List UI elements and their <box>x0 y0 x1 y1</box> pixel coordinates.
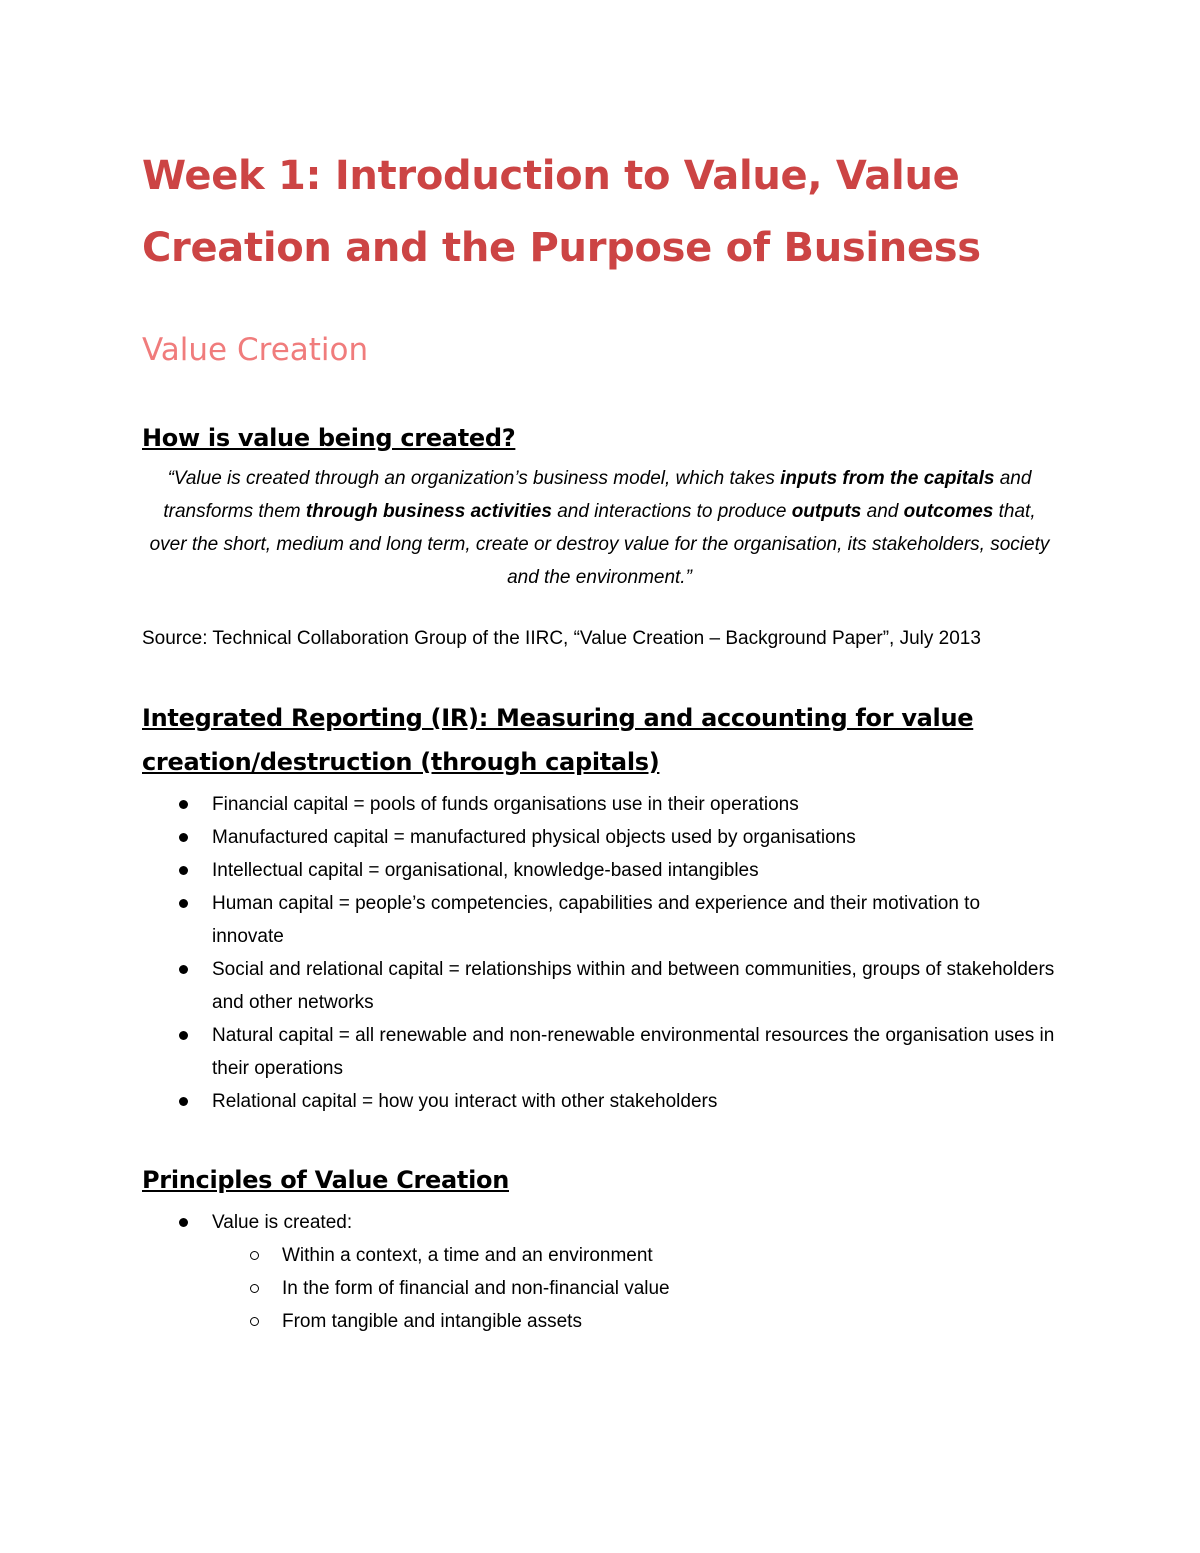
list-item <box>142 821 1057 854</box>
quote-bold-1: inputs from the capitals <box>780 468 995 489</box>
page-title <box>142 140 1057 284</box>
list-item-text: Manufactured capital = manufactured physical objects used by organisations <box>212 827 856 848</box>
section-title-value-creation: Value Creation <box>142 332 369 368</box>
bullet-icon <box>179 1031 188 1040</box>
bullet-icon <box>179 899 188 908</box>
heading-principles-value-creation: Principles of Value Creation <box>142 1166 509 1194</box>
list-item <box>142 953 1057 1019</box>
heading-integrated-reporting: Integrated Reporting (IR): Measuring and accounting for value creation/destruction (through capitals) <box>142 704 974 776</box>
bullet-icon <box>179 833 188 842</box>
quote-source: Source: Technical Collaboration Group of the IIRC, “Value Creation – Background Paper”, July 2013 <box>142 628 981 649</box>
quote-bold-4: outcomes <box>903 501 994 522</box>
list-item <box>142 1206 1057 1239</box>
sub-list-item-text: Within a context, a time and an environment <box>282 1245 653 1266</box>
quote-text-3: and interactions to produce <box>551 501 792 522</box>
sub-list-item-text: From tangible and intangible assets <box>282 1311 582 1332</box>
list-item <box>142 854 1057 887</box>
document-page <box>142 140 1057 1338</box>
hollow-bullet-icon <box>250 1251 259 1260</box>
hollow-bullet-icon <box>250 1284 259 1293</box>
quote-text-4: and <box>861 501 904 522</box>
list-item-text: Human capital = people’s competencies, capabilities and experience and their motivation to innovate <box>212 893 981 947</box>
bullet-icon <box>179 965 188 974</box>
list-item <box>142 1085 1057 1118</box>
list-item-text: Natural capital = all renewable and non-renewable environmental resources the organisation uses in their operations <box>212 1025 1055 1079</box>
list-item <box>142 1019 1057 1085</box>
page-title-line-1: Week 1: Introduction to Value, Value <box>142 153 960 199</box>
value-creation-quote <box>142 462 1057 594</box>
list-item-text: Value is created: <box>212 1212 353 1233</box>
quote-bold-3: outputs <box>791 501 862 522</box>
quote-bold-2: through business activities <box>305 501 552 522</box>
list-item-text: Intellectual capital = organisational, knowledge-based intangibles <box>212 860 759 881</box>
heading-how-value-created: How is value being created? <box>142 424 516 452</box>
sub-list-item <box>142 1305 1057 1338</box>
list-item-text: Financial capital = pools of funds organisations use in their operations <box>212 794 799 815</box>
bullet-icon <box>179 1097 188 1106</box>
principles-sublist <box>142 1239 1057 1338</box>
bullet-icon <box>179 800 188 809</box>
capitals-list <box>142 788 1057 1118</box>
sub-list-item <box>142 1272 1057 1305</box>
quote-text-1: “Value is created through an organization’s business model, which takes <box>167 468 781 489</box>
bullet-icon <box>179 1218 188 1227</box>
list-item <box>142 887 1057 953</box>
list-item-text: Relational capital = how you interact with other stakeholders <box>212 1091 718 1112</box>
quote-text-2: and transforms them <box>163 468 1032 522</box>
page-title-line-2: Creation and the Purpose of Business <box>142 225 981 271</box>
sub-list-item-text: In the form of financial and non-financial value <box>282 1278 670 1299</box>
list-item <box>142 788 1057 821</box>
list-item-text: Social and relational capital = relationships within and between communities, groups of stakeholders and other networks <box>212 959 1055 1013</box>
principles-list <box>142 1206 1057 1239</box>
quote-text-5: that, over the short, medium and long term, create or destroy value for the organisation, its stakeholders, society and the environment.” <box>149 501 1050 588</box>
bullet-icon <box>179 866 188 875</box>
hollow-bullet-icon <box>250 1317 259 1326</box>
sub-list-item <box>142 1239 1057 1272</box>
